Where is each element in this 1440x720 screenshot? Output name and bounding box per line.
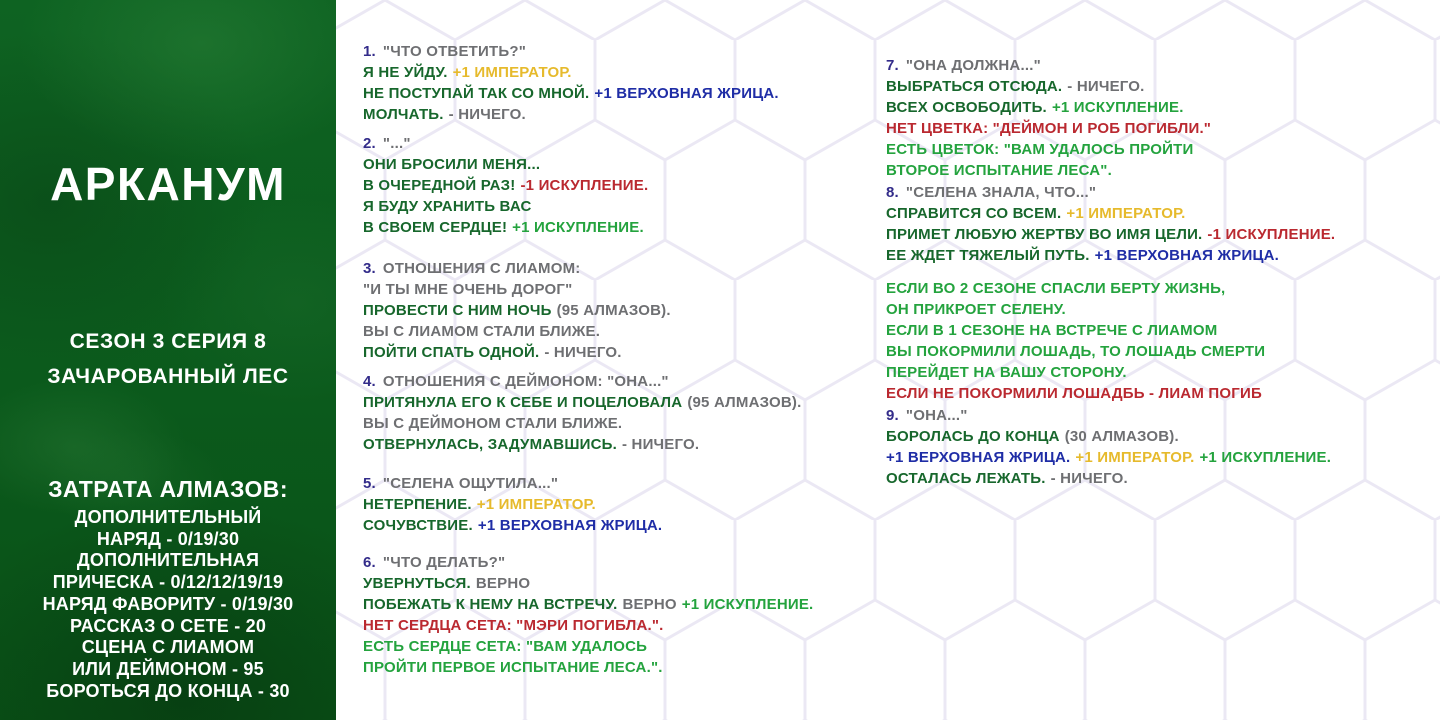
guide-line <box>363 515 818 536</box>
guide-line <box>886 341 1340 362</box>
guide-line <box>886 405 1340 426</box>
guide-line <box>363 83 818 104</box>
text-segment: +1 ИМПЕРАТОР. <box>1075 449 1195 466</box>
choice-number: 7. <box>886 57 899 74</box>
episode-subtitle <box>0 324 336 394</box>
text-segment: ВЫ С ЛИАМОМ СТАЛИ БЛИЖЕ. <box>363 323 601 340</box>
diamond-costs-title: ЗАТРАТА АЛМАЗОВ: <box>48 476 288 502</box>
guide-line <box>363 41 818 62</box>
text-segment: ВТОРОЕ ИСПЫТАНИЕ ЛЕСА". <box>886 162 1112 179</box>
text-segment: "ЧТО ДЕЛАТЬ?" <box>382 554 506 571</box>
guide-line <box>886 97 1340 118</box>
guide-line <box>363 473 818 494</box>
text-segment: +1 ИМПЕРАТОР. <box>452 64 572 81</box>
guide-line <box>363 494 818 515</box>
text-segment: ВЕРНО <box>475 575 531 592</box>
text-segment: НЕ ПОСТУПАЙ ТАК СО МНОЙ. <box>363 85 590 102</box>
text-segment: ВЕРНО <box>622 596 677 613</box>
guide-line <box>363 175 818 196</box>
guide-line <box>363 133 818 154</box>
text-segment: ЕСЛИ НЕ ПОКОРМИЛИ ЛОШАДБЬ - ЛИАМ ПОГИБ <box>886 385 1262 402</box>
cost-line: НАРЯД ФАВОРИТУ - 0/19/30 <box>42 593 294 614</box>
text-segment: - НИЧЕГО. <box>544 344 622 361</box>
text-segment: (95 АЛМАЗОВ). <box>556 302 671 319</box>
season-episode-label: СЕЗОН 3 СЕРИЯ 8 <box>69 330 267 353</box>
text-segment: ПРИМЕТ ЛЮБУЮ ЖЕРТВУ ВО ИМЯ ЦЕЛИ. <box>886 226 1203 243</box>
text-segment: Я БУДУ ХРАНИТЬ ВАС <box>363 198 532 215</box>
text-segment: ПЕРЕЙДЕТ НА ВАШУ СТОРОНУ. <box>886 364 1127 381</box>
choice-number: 1. <box>363 43 376 60</box>
guide-line <box>363 615 818 636</box>
guide-line <box>363 573 818 594</box>
guide-line <box>886 182 1340 203</box>
guide-line <box>363 217 818 238</box>
cost-line: НАРЯД - 0/19/30 <box>96 528 240 549</box>
guide-line <box>363 300 818 321</box>
guide-line <box>363 371 818 392</box>
text-segment: - НИЧЕГО. <box>448 106 526 123</box>
text-segment: ОН ПРИКРОЕТ СЕЛЕНУ. <box>886 301 1066 318</box>
text-segment: ОТВЕРНУЛАСЬ, ЗАДУМАВШИСЬ. <box>363 436 617 453</box>
text-segment: ОТНОШЕНИЯ С ДЕЙМОНОМ: "ОНА..." <box>382 373 669 390</box>
text-segment: УВЕРНУТЬСЯ. <box>363 575 471 592</box>
conditional-note <box>886 278 1340 404</box>
text-segment: ВСЕХ ОСВОБОДИТЬ. <box>886 99 1047 116</box>
text-segment: В СВОЕМ СЕРДЦЕ! <box>363 219 508 236</box>
guide-line <box>363 196 818 217</box>
guide-line <box>363 594 818 615</box>
text-segment: +1 ИМПЕРАТОР. <box>1066 205 1186 222</box>
diamond-costs <box>0 476 336 702</box>
text-segment: ПОБЕЖАТЬ К НЕМУ НА ВСТРЕЧУ. <box>363 596 618 613</box>
text-segment: +1 ВЕРХОВНАЯ ЖРИЦА. <box>1094 247 1280 264</box>
guide-line <box>886 468 1340 489</box>
text-segment: ВЫ ПОКОРМИЛИ ЛОШАДЬ, ТО ЛОШАДЬ СМЕРТИ <box>886 343 1266 360</box>
choice-number: 2. <box>363 135 376 152</box>
choice-number: 5. <box>363 475 376 492</box>
text-segment: (95 АЛМАЗОВ). <box>687 394 802 411</box>
cost-line: ДОПОЛНИТЕЛЬНАЯ <box>76 550 260 571</box>
text-segment: ЕСЛИ В 1 СЕЗОНЕ НА ВСТРЕЧЕ С ЛИАМОМ <box>886 322 1218 339</box>
text-segment: (30 АЛМАЗОВ). <box>1064 428 1179 445</box>
guide-line <box>886 76 1340 97</box>
text-segment: БОРОЛАСЬ ДО КОНЦА <box>886 428 1060 445</box>
text-segment: СПРАВИТСЯ СО ВСЕМ. <box>886 205 1062 222</box>
guide-line <box>363 342 818 363</box>
text-segment: Я НЕ УЙДУ. <box>363 64 448 81</box>
choices-column-right <box>886 55 1340 489</box>
text-segment: +1 ИСКУПЛЕНИЕ. <box>1199 449 1332 466</box>
choice-section-6 <box>363 552 818 678</box>
text-segment: +1 ВЕРХОВНАЯ ЖРИЦА. <box>594 85 779 102</box>
guide-line <box>363 62 818 83</box>
choice-section-7 <box>886 55 1340 181</box>
text-segment: ЕСТЬ СЕРДЦЕ СЕТА: "ВАМ УДАЛОСЬ <box>363 638 648 655</box>
text-segment: ОСТАЛАСЬ ЛЕЖАТЬ. <box>886 470 1046 487</box>
guide-line <box>363 552 818 573</box>
choice-section-1 <box>363 41 818 125</box>
guide-line <box>886 160 1340 181</box>
cost-line: ДОПОЛНИТЕЛЬНЫЙ <box>74 507 262 527</box>
text-segment: ОТНОШЕНИЯ С ЛИАМОМ: <box>382 260 581 277</box>
text-segment: - НИЧЕГО. <box>621 436 700 453</box>
guide-line <box>363 104 818 125</box>
cost-line: РАССКАЗ О СЕТЕ - 20 <box>69 615 267 636</box>
text-segment: СОЧУВСТВИЕ. <box>363 517 473 534</box>
text-segment: "ОНА..." <box>905 407 968 424</box>
guide-line <box>363 154 818 175</box>
episode-name-label: ЗАЧАРОВАННЫЙ ЛЕС <box>47 365 289 388</box>
text-segment: +1 ВЕРХОВНАЯ ЖРИЦА. <box>477 517 663 534</box>
guide-line <box>363 636 818 657</box>
text-segment: "СЕЛЕНА ОЩУТИЛА..." <box>382 475 559 492</box>
text-segment: "ЧТО ОТВЕТИТЬ?" <box>382 43 527 60</box>
text-segment: +1 ИСКУПЛЕНИЕ. <box>512 219 644 236</box>
text-segment: НЕТ СЕРДЦА СЕТА: "МЭРИ ПОГИБЛА.". <box>363 617 664 634</box>
text-segment: +1 ИМПЕРАТОР. <box>476 496 596 513</box>
cost-line: ИЛИ ДЕЙМОНОМ - 95 <box>72 658 264 679</box>
guide-line <box>363 657 818 678</box>
guide-line <box>886 426 1340 447</box>
text-segment: "..." <box>382 135 411 152</box>
guide-line <box>886 383 1340 404</box>
guide-line <box>363 392 818 413</box>
text-segment: +1 ИСКУПЛЕНИЕ. <box>1051 99 1184 116</box>
choice-number: 6. <box>363 554 376 571</box>
text-segment: НЕТЕРПЕНИЕ. <box>363 496 472 513</box>
text-segment: ПРОЙТИ ПЕРВОЕ ИСПЫТАНИЕ ЛЕСА.". <box>363 659 663 676</box>
guide-line <box>886 203 1340 224</box>
text-segment: "ОНА ДОЛЖНА..." <box>905 57 1041 74</box>
guide-line <box>886 320 1340 341</box>
choices-column-left <box>363 41 818 678</box>
choice-section-4 <box>363 371 818 455</box>
text-segment: "И ТЫ МНЕ ОЧЕНЬ ДОРОГ" <box>363 281 573 298</box>
text-segment: -1 ИСКУПЛЕНИЕ. <box>520 177 649 194</box>
cost-line: ПРИЧЕСКА - 0/12/12/19/19 <box>52 572 284 593</box>
choice-section-5 <box>363 473 818 536</box>
app-title: АРКАНУМ <box>50 158 286 210</box>
guide-line <box>886 299 1340 320</box>
text-segment: +1 ВЕРХОВНАЯ ЖРИЦА. <box>886 449 1071 466</box>
text-segment: - НИЧЕГО. <box>1050 470 1128 487</box>
text-segment: ПОЙТИ СПАТЬ ОДНОЙ. <box>363 344 540 361</box>
guide-line <box>886 362 1340 383</box>
choice-number: 8. <box>886 184 899 201</box>
guide-line <box>886 447 1340 468</box>
choice-section-3 <box>363 258 818 363</box>
text-segment: "СЕЛЕНА ЗНАЛА, ЧТО..." <box>905 184 1097 201</box>
guide-line <box>886 278 1340 299</box>
guide-line <box>363 413 818 434</box>
sidebar <box>0 0 336 720</box>
guide-line <box>886 118 1340 139</box>
text-segment: ПРИТЯНУЛА ЕГО К СЕБЕ И ПОЦЕЛОВАЛА <box>363 394 683 411</box>
choice-number: 4. <box>363 373 376 390</box>
text-segment: МОЛЧАТЬ. <box>363 106 444 123</box>
text-segment: -1 ИСКУПЛЕНИЕ. <box>1207 226 1336 243</box>
text-segment: ЕЕ ЖДЕТ ТЯЖЕЛЫЙ ПУТЬ. <box>886 247 1090 264</box>
choice-section-8 <box>886 182 1340 266</box>
guide-line <box>363 279 818 300</box>
text-segment: ЕСТЬ ЦВЕТОК: "ВАМ УДАЛОСЬ ПРОЙТИ <box>886 141 1194 158</box>
guide-line <box>886 55 1340 76</box>
guide-line <box>363 321 818 342</box>
guide-line <box>886 245 1340 266</box>
text-segment: +1 ИСКУПЛЕНИЕ. <box>681 596 814 613</box>
text-segment: ОНИ БРОСИЛИ МЕНЯ... <box>363 156 541 173</box>
diamond-costs-list <box>0 507 336 702</box>
choice-number: 3. <box>363 260 376 277</box>
guide-line <box>886 224 1340 245</box>
guide-line <box>363 434 818 455</box>
text-segment: ВЫ С ДЕЙМОНОМ СТАЛИ БЛИЖЕ. <box>363 415 623 432</box>
text-segment: ВЫБРАТЬСЯ ОТСЮДА. <box>886 78 1063 95</box>
text-segment: - НИЧЕГО. <box>1067 78 1145 95</box>
cost-line: СЦЕНА С ЛИАМОМ <box>81 637 255 658</box>
choice-section-2 <box>363 133 818 238</box>
guide-line <box>886 139 1340 160</box>
choice-section-9 <box>886 405 1340 489</box>
text-segment: ЕСЛИ ВО 2 СЕЗОНЕ СПАСЛИ БЕРТУ ЖИЗНЬ, <box>886 280 1226 297</box>
text-segment: В ОЧЕРЕДНОЙ РАЗ! <box>363 177 516 194</box>
text-segment: ПРОВЕСТИ С НИМ НОЧЬ <box>363 302 552 319</box>
cost-line: БОРОТЬСЯ ДО КОНЦА - 30 <box>46 680 290 701</box>
choice-number: 9. <box>886 407 899 424</box>
text-segment: НЕТ ЦВЕТКА: "ДЕЙМОН И РОБ ПОГИБЛИ." <box>886 120 1212 137</box>
guide-line <box>363 258 818 279</box>
